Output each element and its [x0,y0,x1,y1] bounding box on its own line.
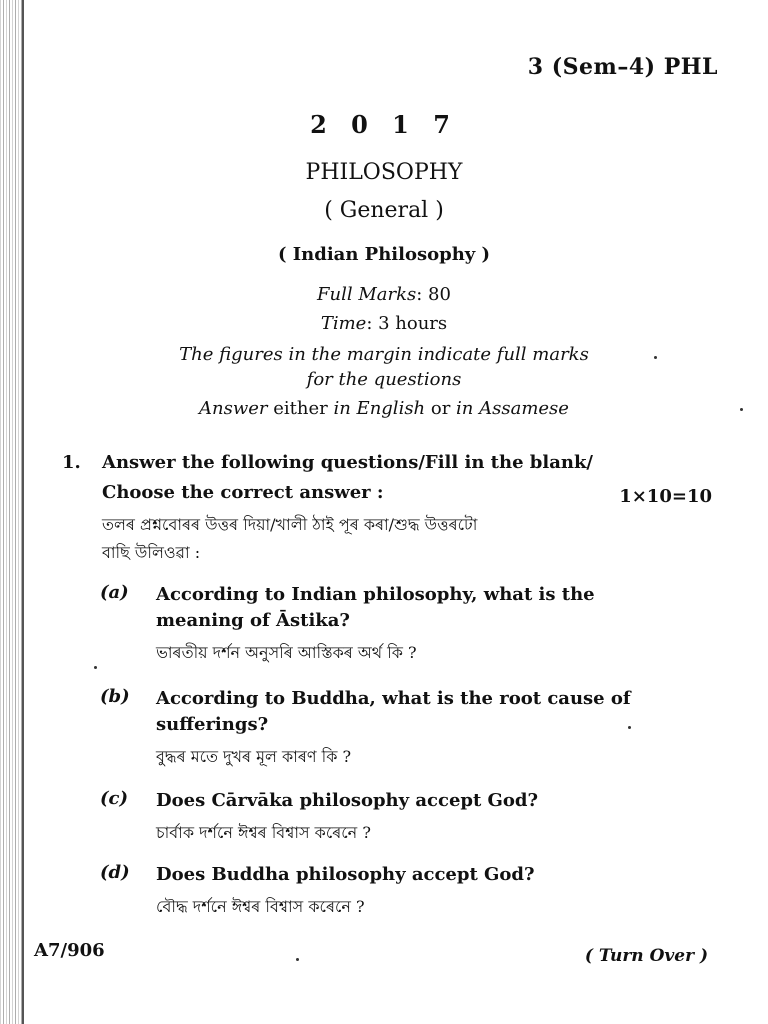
sub-question-label: (c) [100,788,128,809]
lang-either: either [267,398,334,419]
lang-answer: Answer [199,398,268,419]
paper-type: ( General ) [324,198,444,223]
time-label: Time [320,313,367,334]
paper-code: 3 (Sem–4) PHL [527,54,718,80]
question-marks: 1×10=10 [619,486,712,507]
scan-speck [94,666,97,669]
footer-paper-code: A7/906 [34,940,105,961]
lang-assamese: in Assamese [456,398,569,419]
sub-question-text: Does Cārvāka philosophy accept God? [156,790,539,811]
sub-question-label: (a) [100,582,129,603]
scanned-page-edge [0,0,22,1024]
marks-note-line2: for the questions [306,369,462,390]
question-instruction-line2: Choose the correct answer : [102,482,384,503]
sub-question-label: (d) [100,862,130,883]
exam-year: 2 0 1 7 [310,110,458,139]
turn-over-label: ( Turn Over ) [584,946,708,966]
course-title: ( Indian Philosophy ) [277,244,491,265]
exam-time [0,313,768,334]
sub-question-assamese: চাৰ্বাক দৰ্শনে ঈশ্বৰ বিশ্বাস কৰেনে ? [156,823,371,842]
sub-question-text: According to Buddha, what is the root cause of sufferings? [156,688,631,735]
marks-note-line1: The figures in the margin indicate full marks [179,344,589,365]
full-marks-label: Full Marks [317,284,417,305]
sub-question-text: According to Indian philosophy, what is the meaning of Āstika? [156,584,595,631]
scan-speck [654,356,657,359]
sub-question-label: (b) [100,686,130,707]
sub-question-text: Does Buddha philosophy accept God? [156,864,535,885]
scan-speck [296,958,299,961]
subject-title: PHILOSOPHY [305,160,463,185]
lang-english: in English [333,398,426,419]
question-instruction-line1: Answer the following questions/Fill in the blank/ [102,452,594,473]
sub-question-assamese: বুদ্ধৰ মতে দুখৰ মূল কাৰণ কি ? [156,747,352,766]
time-value: : 3 hours [366,313,448,334]
sub-question-assamese: বৌদ্ধ দৰ্শনে ঈশ্বৰ বিশ্বাস কৰেনে ? [156,897,365,916]
page-binding-line [22,0,24,1024]
question-assamese-line2: বাছি উলিওৱা : [102,543,201,562]
sub-question-assamese: ভাৰতীয় দৰ্শন অনুসৰি আস্তিকৰ অৰ্থ কি ? [156,643,417,662]
scan-speck [628,726,631,729]
question-number: 1. [62,452,81,473]
scan-speck [740,408,743,411]
language-instruction [0,398,768,419]
full-marks-value: : 80 [416,284,451,305]
lang-or: or [425,398,457,419]
full-marks [0,284,768,305]
question-assamese-line1: তলৰ প্ৰশ্নবোৰৰ উত্তৰ দিয়া/খালী ঠাই পূৰ কৰা/শুদ্ধ উত্তৰটো [102,515,478,534]
